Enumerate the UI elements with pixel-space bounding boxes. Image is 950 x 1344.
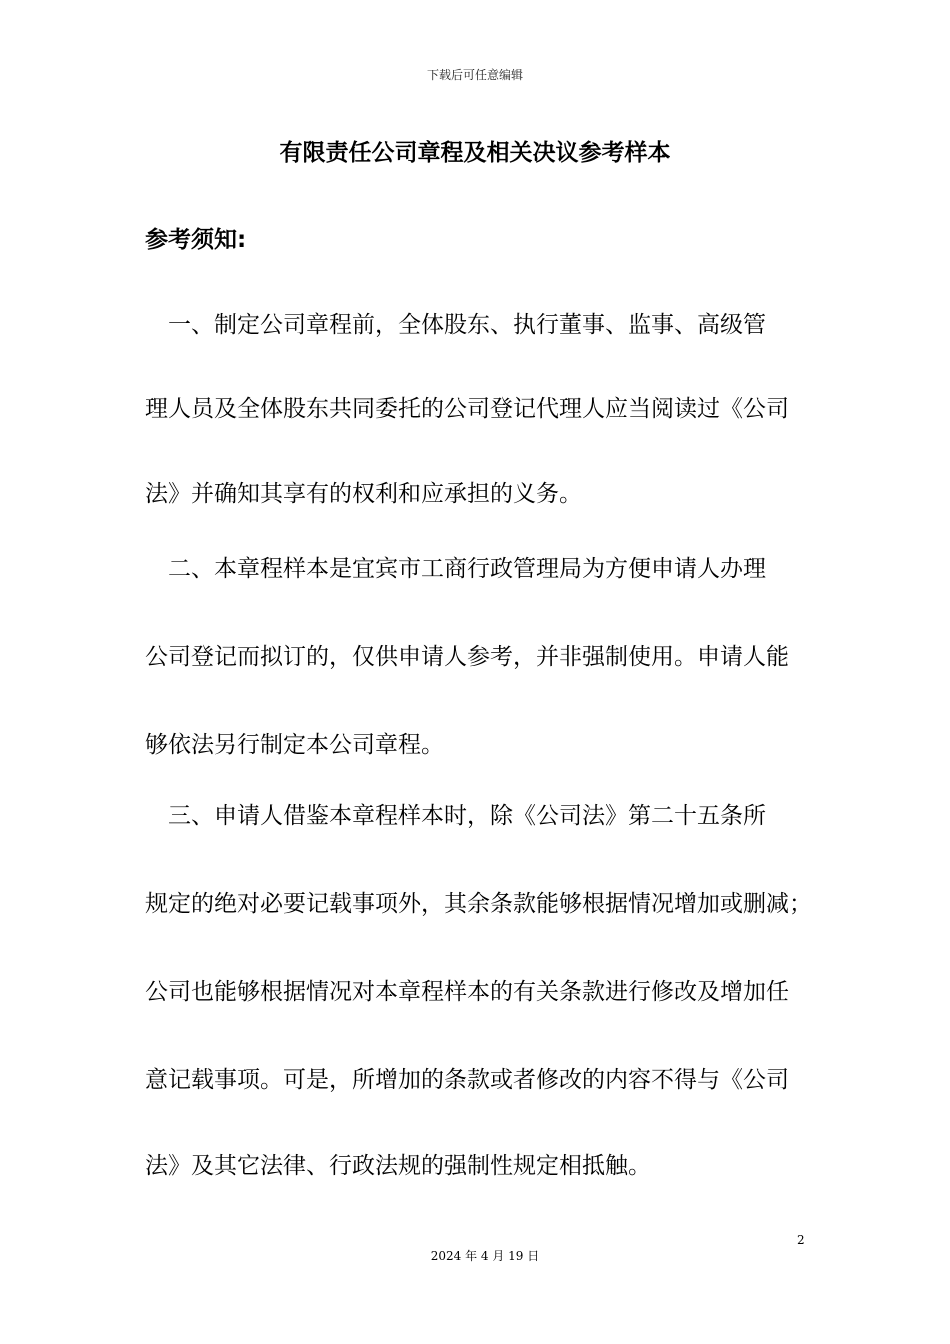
paragraph-line-2: 理人员及全体股东共同委托的公司登记代理人应当阅读过《公司 [145, 396, 789, 422]
header-note: 下载后可任意编辑 [426, 68, 523, 82]
section-heading: 参考须知: [145, 227, 247, 253]
paragraph-line-10: 意记载事项。可是，所增加的条款或者修改的内容不得与《公司 [145, 1067, 789, 1093]
paragraph-line-11: 法》及其它法律、行政法规的强制性规定相抵触。 [145, 1153, 651, 1179]
paragraph-line-5: 公司登记而拟订的，仅供申请人参考，并非强制使用。申请人能 [145, 644, 789, 670]
paragraph-line-9: 公司也能够根据情况对本章程样本的有关条款进行修改及增加任 [145, 979, 789, 1005]
footer-date: 2024 年 4 月 19 日 [430, 1249, 540, 1263]
paragraph-line-1: 一、制定公司章程前，全体股东、执行董事、监事、高级管 [168, 312, 766, 338]
paragraph-line-8: 规定的绝对必要记载事项外，其余条款能够根据情况增加或删减； [145, 891, 812, 917]
document-title: 有限责任公司章程及相关决议参考样本 [279, 140, 671, 166]
paragraph-line-4: 二、本章程样本是宜宾市工商行政管理局为方便申请人办理 [168, 556, 766, 582]
paragraph-line-6: 够依法另行制定本公司章程。 [145, 732, 444, 758]
paragraph-line-3: 法》并确知其享有的权利和应承担的义务。 [145, 481, 582, 507]
page-number: 2 [797, 1233, 805, 1247]
paragraph-line-7: 三、申请人借鉴本章程样本时，除《公司法》第二十五条所 [168, 803, 766, 829]
